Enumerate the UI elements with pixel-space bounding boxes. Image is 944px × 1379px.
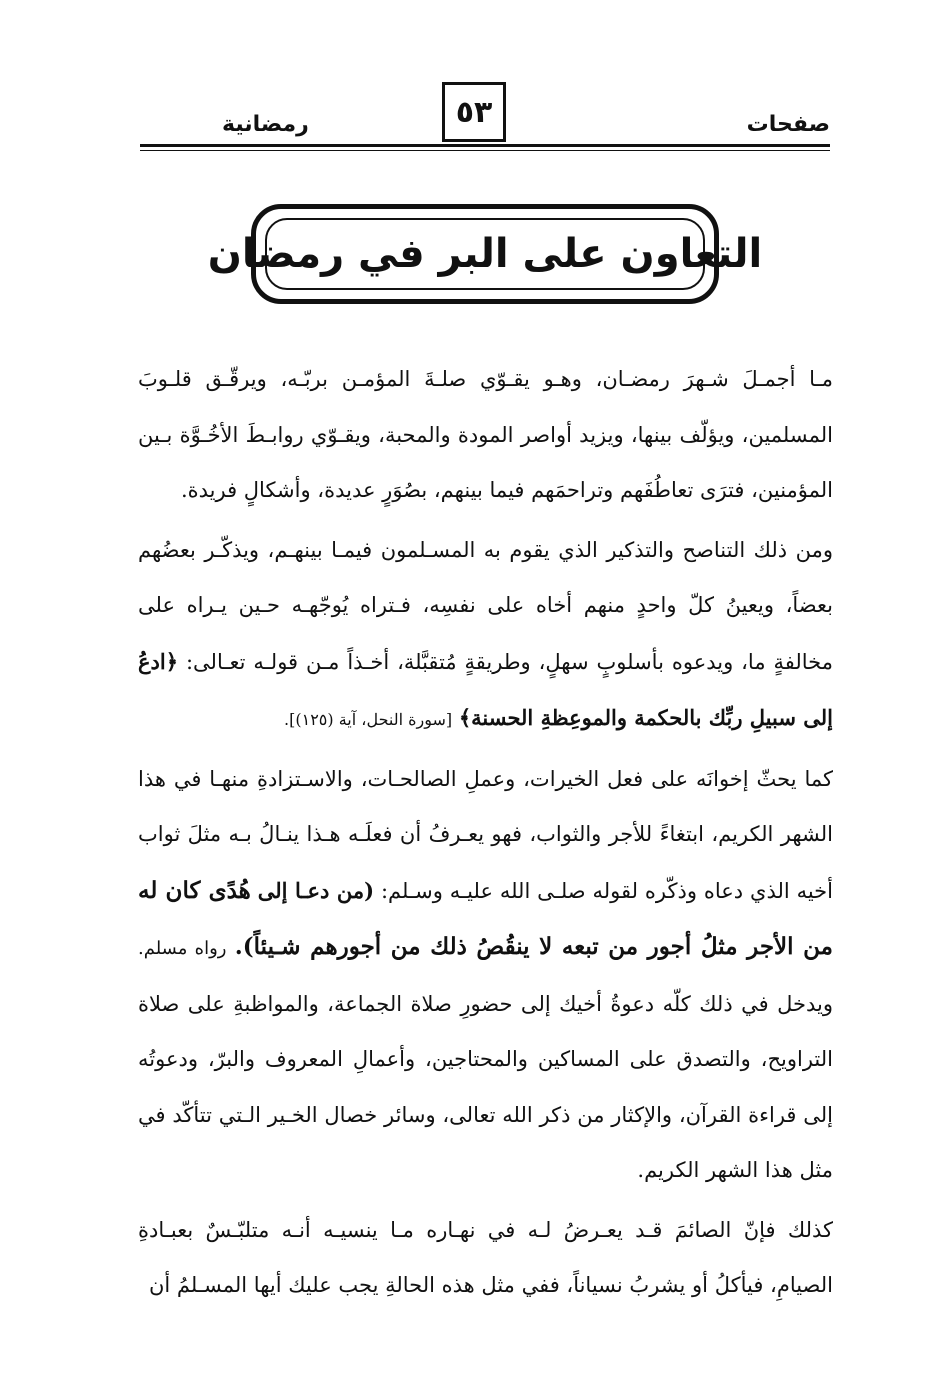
chapter-title: التعاون على البر في رمضان — [207, 231, 763, 277]
hadith-quote-start: (من دعـا إلى — [257, 877, 375, 903]
paragraph-1: مـا أجمـلَ شـهرَ رمضـان، وهـو يقـوّي صلـةَ المؤمـن بربّـه، ويرقّـق قلـوبَ المسلمين، ويؤلّف بينها، ويزيد أواصر المودة والمحبة، ويقـوّي روابـطَ الأخُـوَّة بـين المؤمنين، فترَى تعاطُفَهم وتراحمَهم فيما بينهم، بصُوَرٍ عديدة، وأشكالٍ فريدة. — [138, 367, 833, 502]
chapter-title-inner-frame — [207, 218, 763, 290]
body-text — [138, 352, 833, 1314]
header-rule-thick — [140, 144, 830, 147]
page-number-box: ٥٣ — [442, 82, 506, 142]
chapter-title-frame — [207, 204, 763, 304]
header-book-subtitle: رمضانية — [222, 112, 309, 137]
hadith-source: رواه مسلم. — [138, 938, 227, 959]
header-rule-thin — [140, 150, 830, 151]
verse-reference: [سورة النحل، آية (١٢٥)]. — [284, 710, 453, 729]
paragraph-3 — [138, 752, 833, 1199]
paragraph-2-text: ومن ذلك التناصح والتذكير الذي يقوم به المسـلمون فيمـا بينهـم، ويذكّـر بعضُهم بعضاً، ويعينُ كلّ واحدٍ منهم أخاه على نفسِه، فـتراه يُوجّهـه حـين يـراه على مخالفةٍ ما، ويدعوه بأسلوبٍ سهلٍ، وطريقةٍ مُتقبَّلة، أخـذاً مـن قولـه تعـالى: — [138, 537, 833, 674]
header-book-title: صفحات — [746, 112, 830, 137]
paragraph-3-rest: ويدخل في ذلك كلّه دعوةُ أخيك إلى حضورِ صلاة الجماعة، والمواظبةِ على صلاة التراويح، والتصدق على المساكين والمحتاجين، وأعمالِ المعروف والبرّ، ودعوتُه إلى قراءة القرآن، والإكثار من ذكر الله تعالى، وسائر خصال الخـير الـتي تتأكّد في مثل هذا الشهر الكريم. — [138, 991, 833, 1182]
paragraph-4: كذلك فإنّ الصائمَ قـد يعـرضُ لـه في نهـاره مـا ينسيـه أنـه متلبّـسٌ بعبـادةِ الصيامِ، فيأكلُ أو يشربُ نسياناً، ففي مثل هذه الحالةِ يجب عليك أيها المسـلمُ أن — [138, 1217, 833, 1297]
hadith-quote-end: هُدًى كان له من الأجر مثلُ أجور من تبعه لا ينقُصُ ذلك من أجورهم شـيئاً). — [138, 876, 833, 960]
quran-verse: ﴿ادعُ إلى سبيلِ ربِّك بالحكمة والموعِظةِ الحسنة﴾ — [138, 648, 833, 730]
running-header — [140, 82, 830, 154]
paragraph-2 — [138, 523, 833, 748]
paragraph-3-text: كما يحثّ إخوانَه على فعل الخيرات، وعملِ الصالحـات، والاسـتزادةِ منهـا في هذا الشهر الكريم، ابتغاءً للأجر والثواب، فهو يعـرفُ أن فعلَـه هـذا ينـالُ بـه مثلَ ثواب أخيه الذي دعاه وذكّره لقوله صلـى الله عليـه وسـلم: — [138, 766, 833, 903]
